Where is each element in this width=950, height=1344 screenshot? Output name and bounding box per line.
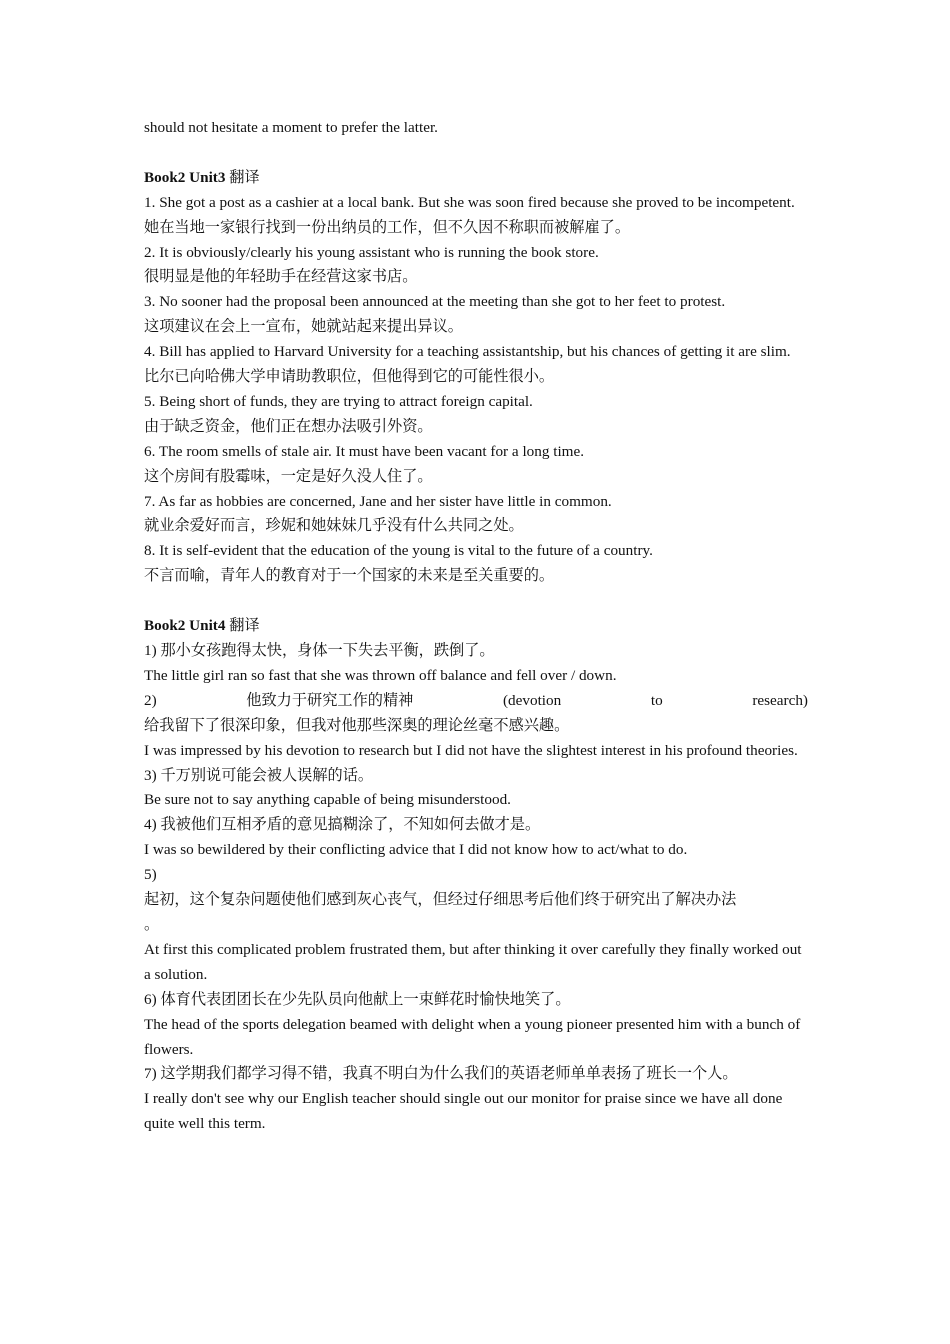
spacer <box>144 141 808 166</box>
unit3-item-6-en: 6. The room smells of stale air. It must have been vacant for a long time. <box>144 442 585 460</box>
unit3-heading-bold: Book2 Unit3 <box>144 168 226 186</box>
unit3-heading <box>144 166 808 191</box>
unit3-item-7-zh: 就业余爱好而言，珍妮和她妹妹几乎没有什么共同之处。 <box>144 517 524 535</box>
unit3-item-8-zh: 不言而喻，青年人的教育对于一个国家的未来是至关重要的。 <box>144 567 555 585</box>
unit3-section <box>144 166 808 589</box>
intro-line: should not hesitate a moment to prefer the latter. <box>144 119 438 136</box>
unit4-item-5-zh: 起初，这个复杂问题使他们感到灰心丧气，但经过仔细思考后他们终于研究出了解决办法 <box>144 891 737 909</box>
unit4-heading-rest: 翻译 <box>225 617 260 635</box>
unit3-item-5-en: 5. Being short of funds, they are trying to attract foreign capital. <box>144 392 533 410</box>
unit4-item-6-zh: 6) 体育代表团团长在少先队员向他献上一束鲜花时愉快地笑了。 <box>144 990 571 1008</box>
spacer <box>144 589 808 614</box>
unit3-item-7-en: 7. As far as hobbies are concerned, Jane and her sister have little in common. <box>144 492 612 510</box>
unit4-item-2-header <box>144 689 808 714</box>
unit3-item-2-en: 2. It is obviously/clearly his young assistant who is running the book store. <box>144 243 599 261</box>
unit4-item-7-en: I really don't see why our English teacher should single out our monitor for praise since we have all done quite well this term. <box>144 1090 783 1133</box>
unit3-item-1-zh: 她在当地一家银行找到一份出纳员的工作，但不久因不称职而被解雇了。 <box>144 218 630 236</box>
unit4-item-5-number: 5) <box>144 866 157 884</box>
unit3-item-8-en: 8. It is self-evident that the education of the young is vital to the future of a country. <box>144 542 653 560</box>
unit4-item-2-part: research) <box>752 691 808 709</box>
document-page <box>144 116 808 1137</box>
unit3-item-2-zh: 很明显是他的年轻助手在经营这家书店。 <box>144 268 418 286</box>
unit3-item-3-en: 3. No sooner had the proposal been announced at the meeting than she got to her feet to protest. <box>144 293 726 311</box>
unit4-item-2-part: 2) <box>144 691 157 709</box>
unit4-item-5-zh-end: 。 <box>144 915 160 933</box>
unit3-item-3-zh: 这项建议在会上一宣布，她就站起来提出异议。 <box>144 318 463 336</box>
unit4-item-2-part: 他致力于研究工作的精神 <box>246 691 414 709</box>
unit3-item-4-zh: 比尔已向哈佛大学申请助教职位，但他得到它的可能性很小。 <box>144 368 555 386</box>
unit4-item-4-en: I was so bewildered by their conflicting advice that I did not know how to act/what to do. <box>144 841 688 859</box>
unit3-item-1-en: 1. She got a post as a cashier at a local bank. But she was soon fired because she proved to be incompetent. <box>144 193 795 211</box>
unit4-item-5-en: At first this complicated problem frustrated them, but after thinking it over carefully they finally worked out a solution. <box>144 940 802 983</box>
unit4-section <box>144 614 808 1137</box>
unit4-item-3-zh: 3) 千万别说可能会被人误解的话。 <box>144 766 374 784</box>
unit3-heading-rest: 翻译 <box>225 168 260 186</box>
unit4-item-2-part: to <box>650 691 663 709</box>
unit3-item-4-en: 4. Bill has applied to Harvard University for a teaching assistantship, but his chances of getting it are slim. <box>144 343 791 361</box>
unit4-heading-bold: Book2 Unit4 <box>144 617 226 635</box>
unit4-item-2-zh: 给我留下了很深印象，但我对他那些深奥的理论丝毫不感兴趣。 <box>144 716 570 734</box>
unit4-item-4-zh: 4) 我被他们互相矛盾的意见搞糊涂了，不知如何去做才是。 <box>144 816 541 834</box>
unit4-item-2-part: (devotion <box>503 691 562 709</box>
unit4-item-3-en: Be sure not to say anything capable of being misunderstood. <box>144 791 511 809</box>
unit3-item-5-zh: 由于缺乏资金，他们正在想办法吸引外资。 <box>144 417 433 435</box>
unit4-item-7-zh: 7) 这学期我们都学习得不错，我真不明白为什么我们的英语老师单单表扬了班长一个人。 <box>144 1065 738 1083</box>
unit4-item-2-en: I was impressed by his devotion to research but I did not have the slightest interest in his profound theories. <box>144 741 798 759</box>
unit3-item-6-zh: 这个房间有股霉味，一定是好久没人住了。 <box>144 467 433 485</box>
unit4-heading <box>144 614 808 639</box>
unit4-item-6-en: The head of the sports delegation beamed with delight when a young pioneer presented him with a bunch of flowers. <box>144 1015 801 1058</box>
unit4-item-1-zh: 1) 那小女孩跑得太快，身体一下失去平衡，跌倒了。 <box>144 642 495 659</box>
unit4-item-1-en: The little girl ran so fast that she was thrown off balance and fell over / down. <box>144 666 617 684</box>
